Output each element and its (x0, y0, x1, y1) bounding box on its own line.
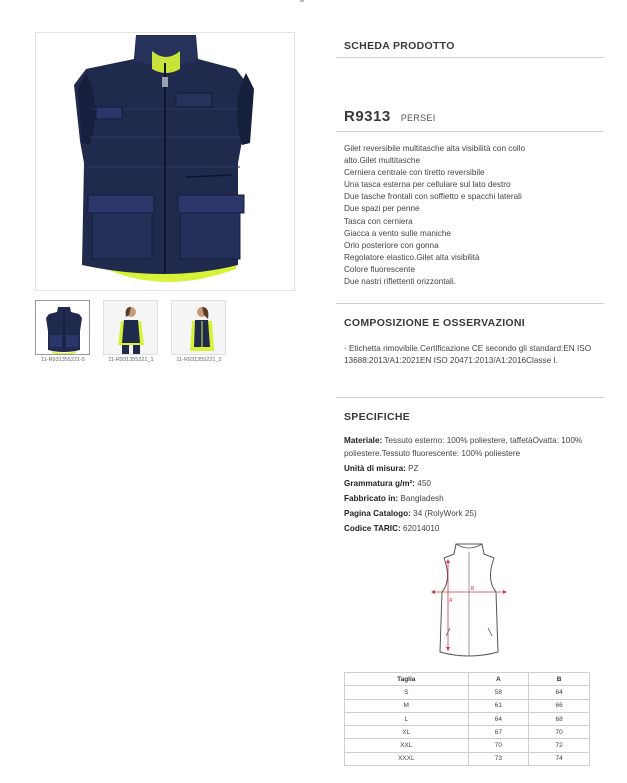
product-name: PERSEI (400, 113, 436, 123)
spec-taric (344, 523, 599, 536)
thumbnail-model-2[interactable] (171, 300, 226, 355)
spec-label: Fabbricato in: (344, 494, 399, 504)
size-table (344, 672, 590, 766)
feature-item: Tasca con cerniera (344, 216, 413, 226)
size-cell: XL (345, 726, 469, 739)
value-cell: 70 (468, 739, 529, 752)
thumbnail-model-1[interactable] (103, 300, 158, 355)
column-header: A (468, 673, 529, 686)
spec-weight (344, 478, 599, 491)
value-cell: 74 (529, 752, 590, 765)
specs-title: SPECIFICHE (344, 411, 411, 423)
top-edge (0, 0, 627, 4)
measurement-diagram (428, 540, 510, 662)
feature-item: Colore fluorescente (344, 264, 415, 274)
size-cell: M (345, 699, 469, 712)
table-row (345, 699, 590, 712)
main-product-image[interactable] (35, 32, 295, 291)
spec-material (344, 435, 599, 460)
spec-value: 62014010 (400, 524, 440, 534)
value-cell: 64 (529, 686, 590, 699)
feature-item: Una tasca esterna per cellulare sul lato destro (344, 180, 511, 190)
thumbnail-front[interactable] (35, 300, 90, 355)
feature-list (344, 143, 599, 288)
size-cell: S (345, 686, 469, 699)
spec-value: Tessuto esterno: 100% poliestere, taffetàOvatta: 100% poliestere.Tessuto fluorescente: 100% poliestere (344, 436, 583, 458)
size-cell: XXXL (345, 752, 469, 765)
feature-item: Giacca a vento sulle maniche (344, 228, 451, 238)
thumbnail-strip (35, 300, 235, 370)
spec-value: PZ (405, 463, 419, 473)
measure-a-label: A (449, 598, 453, 604)
top-edge-mark (300, 0, 304, 2)
divider (336, 397, 604, 398)
feature-item: Due nastri riflettenti orizzontali. (344, 277, 456, 287)
vest-thumb-icon (36, 301, 90, 355)
value-cell: 73 (468, 752, 529, 765)
table-row (345, 752, 590, 765)
vest-illustration (36, 33, 295, 291)
spec-label: Grammatura g/m²: (344, 478, 415, 488)
spec-value: Bangladesh (398, 494, 444, 504)
table-row (345, 739, 590, 752)
person-icon (172, 301, 226, 355)
size-cell: XXL (345, 739, 469, 752)
feature-item: Due tasche frontali con soffietto e spacchi laterali (344, 192, 522, 202)
value-cell: 72 (529, 739, 590, 752)
value-cell: 66 (529, 699, 590, 712)
thumbnail-caption: 11-R931355221_1 (108, 357, 154, 363)
divider (336, 131, 604, 132)
column-header: Taglia (345, 673, 469, 686)
vest-outline-icon (428, 540, 510, 662)
feature-item: alto.Gilet multitasche (344, 156, 420, 166)
feature-item: Orlo posteriore con gonna (344, 240, 439, 250)
value-cell: 67 (468, 726, 529, 739)
person-icon (104, 301, 158, 355)
feature-item: Due spazi per penne (344, 204, 420, 214)
value-cell: 70 (529, 726, 590, 739)
feature-item: Gilet reversibile multitasche alta visibilità con collo (344, 144, 526, 153)
product-code: R9313 (344, 108, 391, 125)
divider (336, 57, 604, 58)
value-cell: 68 (529, 712, 590, 725)
spec-catalog-page (344, 508, 599, 521)
spec-label: Unità di misura: (344, 463, 406, 473)
spec-origin (344, 493, 599, 506)
table-row (345, 686, 590, 699)
value-cell: 64 (468, 712, 529, 725)
spec-unit (344, 463, 599, 476)
value-cell: 58 (468, 686, 529, 699)
composition-text: · Etichetta rimovibile.Certificazione CE secondo gli standard:EN ISO 13688:2013/A1:2021EN ISO 20471:2013/A1:2016Classe I. (344, 344, 592, 366)
page-title: SCHEDA PRODOTTO (344, 40, 455, 52)
feature-item: Regolatore elastico.Gilet alta visibilità (344, 252, 480, 262)
size-cell: L (345, 712, 469, 725)
thumbnail-caption: 11-R931355221-5 (41, 357, 85, 363)
column-header: B (529, 673, 590, 686)
measure-b-label: B (471, 586, 475, 592)
size-table-header (345, 673, 590, 686)
thumbnail-caption: 11-R931355221_2 (176, 357, 222, 363)
spec-label: Codice TARIC: (344, 524, 401, 534)
specs-list (344, 435, 599, 539)
spec-value: 450 (414, 478, 431, 488)
feature-item: Cerniera centrale con tiretto reversibile (344, 168, 485, 178)
divider (336, 303, 604, 304)
spec-label: Pagina Catalogo: (344, 509, 411, 519)
spec-label: Materiale: (344, 436, 383, 445)
value-cell: 61 (468, 699, 529, 712)
spec-value: 34 (RolyWork 25) (410, 509, 477, 519)
table-row (345, 712, 590, 725)
composition-title: COMPOSIZIONE E OSSERVAZIONI (344, 317, 525, 329)
table-row (345, 726, 590, 739)
product-code-row (344, 108, 436, 125)
